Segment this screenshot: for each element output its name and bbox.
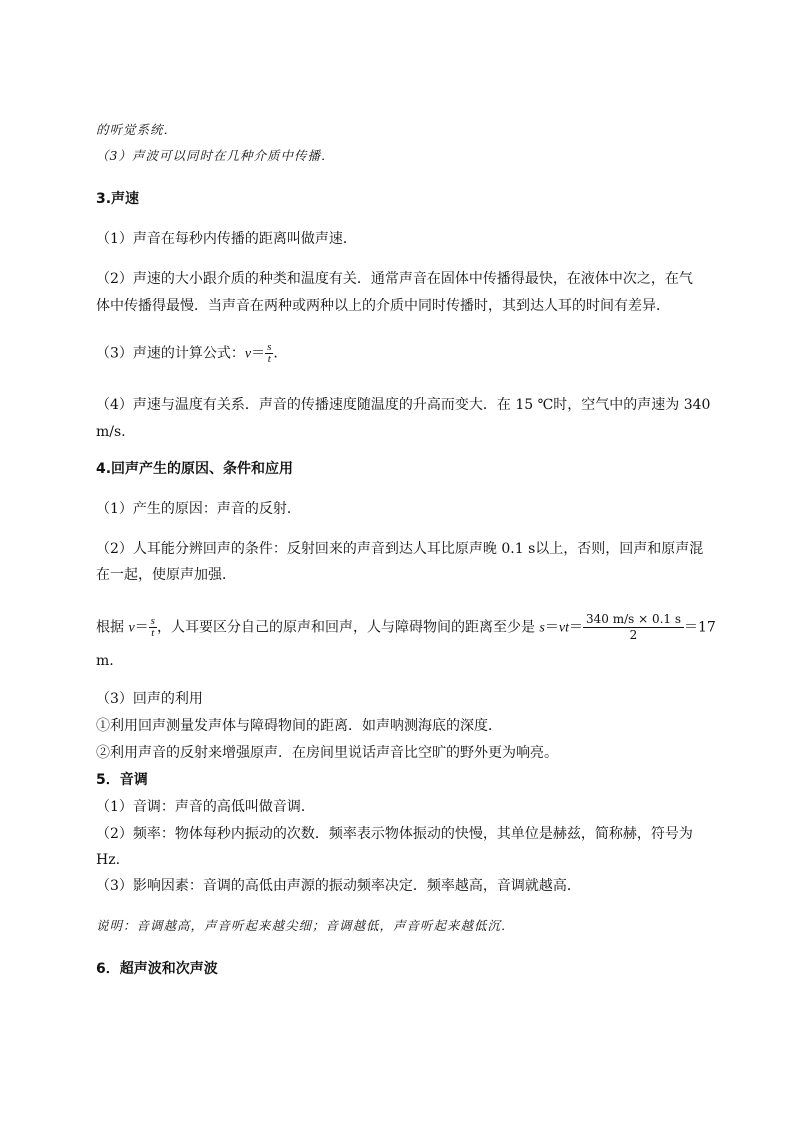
text-line: （3）影响因素：音调的高低由声源的振动频率决定．频率越高，音调就越高． bbox=[96, 878, 581, 894]
section-heading-4: 4.回声产生的原因、条件和应用 bbox=[96, 461, 294, 477]
text-line: ①利用回声测量发声体与障碍物间的距离．如声呐测海底的深度． bbox=[96, 718, 502, 734]
section-heading-6: 6．超声波和次声波 bbox=[96, 961, 218, 977]
text-line: Hz. bbox=[96, 852, 121, 868]
fraction-s-over-t bbox=[149, 616, 157, 639]
formula-line bbox=[96, 612, 716, 643]
text-line: （2）人耳能分辨回声的条件：反射回来的声音到达人耳比原声晚 0.1 s以上，否则，回声和原声混 bbox=[96, 541, 704, 557]
fraction-distance bbox=[583, 612, 684, 643]
fraction-denominator: 2 bbox=[629, 628, 638, 642]
text-line: （2）声速的大小跟介质的种类和温度有关．通常声音在固体中传播得最快，在液体中次之，在气 bbox=[96, 271, 693, 287]
note-line: 说明：音调越高，声音听起来越尖细；音调越低，声音听起来越低沉． bbox=[96, 918, 515, 933]
fraction-numerator: s bbox=[267, 341, 272, 353]
text-line: 在一起，使原声加强． bbox=[96, 567, 236, 583]
text-line: 体中传播得最慢．当声音在两种或两种以上的介质中同时传播时，其到达人耳的时间有差异． bbox=[96, 298, 670, 314]
fraction-denominator: t bbox=[267, 353, 271, 365]
text-span: 根据 bbox=[96, 619, 129, 636]
fraction-s-over-t bbox=[265, 342, 273, 365]
text-span: ，人耳要区分自己的原声和回声，人与障碍物间的距离至少是 bbox=[156, 619, 540, 636]
text-line: （1）音调：声音的高低叫做音调． bbox=[96, 799, 315, 815]
text-line: （2）频率：物体每秒内振动的次数．频率表示物体振动的快慢，其单位是赫兹，简称赫，符号为 bbox=[96, 826, 693, 842]
text-span: ＝ bbox=[251, 345, 266, 362]
text-line: （1）声音在每秒内传播的距离叫做声速． bbox=[96, 231, 357, 247]
text-line: （1）产生的原因：声音的反射． bbox=[96, 501, 301, 517]
fraction-numerator: s bbox=[150, 615, 155, 627]
formula-line bbox=[96, 342, 278, 365]
text-line: m/s. bbox=[96, 424, 126, 440]
text-line: （4）声速与温度有关系．声音的传播速度随温度的升高而变大．在 15 ℃时，空气中的声速为 340 bbox=[96, 397, 711, 413]
text-line: m. bbox=[96, 653, 114, 669]
fraction-numerator: 340 m/s × 0.1 s bbox=[583, 612, 684, 628]
text-span: ＝ bbox=[568, 619, 583, 636]
text-line: （3）回声的利用 bbox=[96, 691, 203, 707]
section-heading-3: 3.声速 bbox=[96, 191, 140, 207]
text-line: 的听觉系统． bbox=[96, 122, 178, 137]
text-span: ＝ bbox=[134, 619, 149, 636]
text-span: ＝17 bbox=[684, 619, 716, 636]
symbol-v: v bbox=[128, 620, 135, 636]
text-line: ②利用声音的反射来增强原声．在房间里说话声音比空旷的野外更为响亮。 bbox=[96, 745, 558, 761]
symbol-vt: vt bbox=[558, 620, 569, 636]
text-span: （3）声速的计算公式： bbox=[96, 345, 245, 362]
symbol-v: v bbox=[244, 346, 252, 362]
text-span: . bbox=[273, 345, 278, 362]
text-line: （3）声波可以同时在几种介质中传播． bbox=[96, 148, 335, 163]
symbol-s: s bbox=[539, 620, 545, 636]
fraction-denominator: t bbox=[151, 627, 155, 639]
section-heading-5: 5．音调 bbox=[96, 772, 148, 788]
text-span: ＝ bbox=[544, 619, 559, 636]
